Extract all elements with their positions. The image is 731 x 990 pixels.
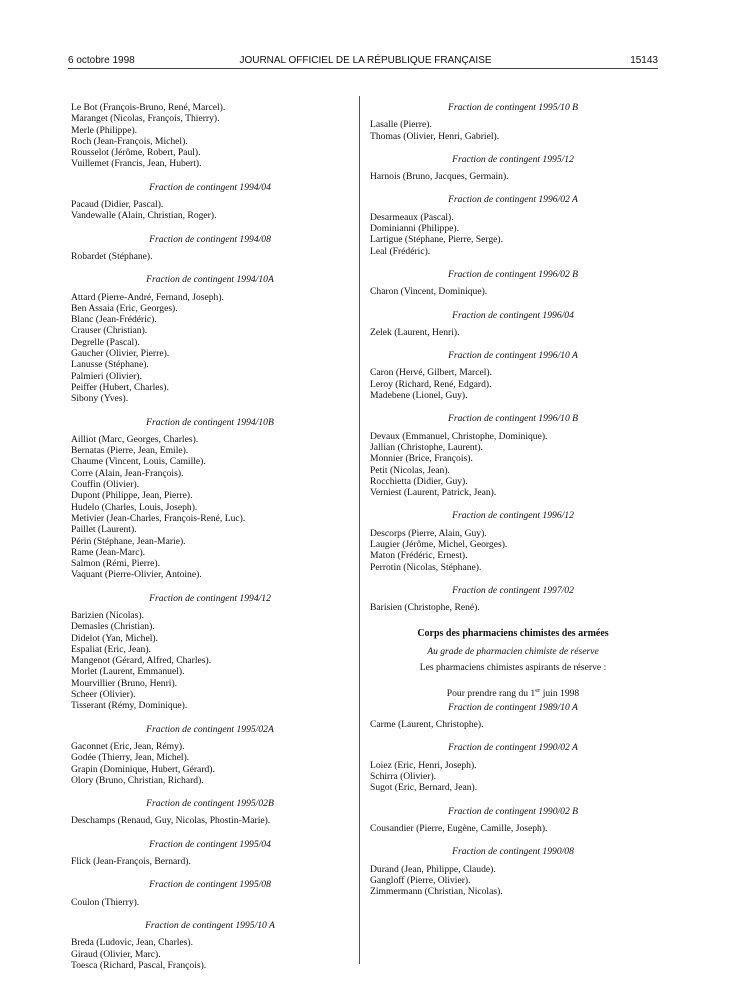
header-rule (68, 68, 658, 69)
name-entry: Lanusse (Stéphane). (71, 359, 149, 371)
corps-section (370, 628, 656, 700)
name-entry: Mourvillier (Bruno, Henri). (71, 677, 178, 689)
name-entry: Sibony (Yves). (71, 393, 129, 405)
rank-text: Pour prendre rang du 1 (446, 688, 536, 700)
name-entry: Chaume (Vincent, Louis, Camille). (71, 456, 206, 468)
contingent-heading: Fraction de contingent 1990/08 (452, 846, 574, 858)
section-title: Corps des pharmaciens chimistes des armées (417, 627, 609, 639)
name-entry: Maranget (Nicolas, François, Thierry). (71, 113, 220, 125)
name-entry: Cousandier (Pierre, Eugène, Camille, Joseph). (370, 822, 548, 834)
name-entry: Morlet (Laurent, Emmanuel). (71, 666, 185, 678)
contingent-heading: Fraction de contingent 1995/02B (146, 798, 274, 810)
contingent-heading: Fraction de contingent 1989/10 A (448, 701, 578, 713)
name-entry: Schirra (Olivier). (370, 771, 437, 783)
name-entry: Rame (Jean-Marc). (71, 546, 146, 558)
name-entry: Vuillemet (Francis, Jean, Hubert). (71, 158, 202, 170)
contingent-heading: Fraction de contingent 1994/10A (146, 274, 274, 286)
name-entry: Perrotin (Nicolas, Stéphane). (370, 561, 482, 573)
contingent-group (370, 585, 656, 614)
contingent-heading: Fraction de contingent 1994/12 (149, 592, 271, 604)
name-entry: Zimmermann (Christian, Nicolas). (370, 886, 503, 898)
contingent-group (370, 310, 656, 339)
right-column (370, 102, 656, 897)
header-date: 6 octobre 1998 (68, 55, 135, 66)
name-entry: Rocchietta (Didier, Guy). (370, 475, 468, 487)
contingent-group (71, 798, 349, 827)
name-entry: Leal (Frédéric). (370, 245, 431, 257)
name-entry: Grapin (Dominique, Hubert, Gérard). (71, 763, 215, 775)
name-entry: Petit (Nicolas, Jean). (370, 464, 450, 476)
name-entry: Toesca (Richard, Pascal, François). (71, 959, 207, 971)
contingent-group (71, 102, 349, 170)
name-entry: Hudelo (Charles, Louis, Joseph). (71, 501, 198, 513)
contingent-group (71, 839, 349, 868)
contingent-group (370, 702, 656, 731)
name-entry: Durand (Jean, Philippe, Claude). (370, 863, 496, 875)
contingent-group (370, 269, 656, 298)
contingent-heading: Fraction de contingent 1995/08 (149, 879, 271, 891)
name-entry: Degrelle (Pascal). (71, 336, 140, 348)
contingent-group (370, 350, 656, 401)
name-entry: Tisserant (Rémy, Dominique). (71, 700, 188, 712)
name-entry: Merle (Philippe). (71, 124, 138, 136)
contingent-heading: Fraction de contingent 1995/04 (149, 838, 271, 850)
name-entry: Laugier (Jérôme, Michel, Georges). (370, 539, 508, 551)
rank-line (370, 685, 656, 699)
header-page-number: 15143 (630, 55, 658, 66)
name-entry: Bernatas (Pierre, Jean, Emile). (71, 445, 189, 457)
name-entry: Gangloff (Pierre, Olivier). (370, 874, 471, 886)
page-header (0, 0, 731, 70)
name-entry: Deschamps (Renaud, Guy, Nicolas, Phostin-Marie). (71, 815, 271, 827)
name-entry: Ailliot (Marc, Georges, Charles). (71, 433, 199, 445)
name-entry: Loiez (Eric, Henri, Joseph). (370, 759, 477, 771)
header-title: JOURNAL OFFICIEL DE LA RÉPUBLIQUE FRANÇAISE (239, 55, 492, 66)
name-entry: Demasles (Christian). (71, 621, 155, 633)
name-entry: Barizien (Nicolas). (71, 609, 144, 621)
contingent-heading: Fraction de contingent 1996/02 A (448, 194, 578, 206)
right-column-top (370, 102, 656, 614)
name-entry: Desarmeaux (Pascal). (370, 211, 454, 223)
name-entry: Corre (Alain, Jean-François). (71, 467, 184, 479)
contingent-heading: Fraction de contingent 1994/04 (149, 181, 271, 193)
name-entry: Paillet (Laurent). (71, 524, 137, 536)
contingent-heading: Fraction de contingent 1994/08 (149, 233, 271, 245)
contingent-heading: Fraction de contingent 1997/02 (452, 584, 574, 596)
name-entry: Gaucher (Olivier, Pierre). (71, 348, 170, 360)
name-entry: Olory (Bruno, Christian, Richard). (71, 774, 204, 786)
name-entry: Lartigue (Stéphane, Pierre, Serge). (370, 234, 504, 246)
name-entry: Leroy (Richard, René, Edgard). (370, 378, 492, 390)
contingent-group (370, 102, 656, 142)
name-entry: Devaux (Emmanuel, Christophe, Dominique). (370, 430, 548, 442)
contingent-heading: Fraction de contingent 1996/12 (452, 510, 574, 522)
name-entry: Dominianni (Philippe). (370, 223, 459, 235)
name-entry: Palmieri (Olivier). (71, 370, 142, 382)
contingent-heading: Fraction de contingent 1996/04 (452, 309, 574, 321)
contingent-group (370, 806, 656, 835)
name-entry: Zelek (Laurent, Henri). (370, 326, 460, 338)
name-entry: Carme (Laurent, Christophe). (370, 719, 484, 731)
contingent-group (370, 154, 656, 183)
rank-superscript: er (535, 687, 541, 695)
name-entry: Pacaud (Didier, Pascal). (71, 199, 164, 211)
name-entry: Vandewalle (Alain, Christian, Roger). (71, 210, 217, 222)
name-entry: Maton (Frédéric, Ernest). (370, 550, 468, 562)
contingent-group (71, 234, 349, 263)
name-entry: Périn (Stéphane, Jean-Marie). (71, 535, 186, 547)
contingent-group (71, 879, 349, 908)
contingent-group (370, 742, 656, 793)
section-subtitle: Au grade de pharmacien chimiste de réserve (427, 645, 599, 657)
contingent-group (71, 417, 349, 581)
contingent-heading: Fraction de contingent 1996/02 B (447, 268, 579, 280)
name-entry: Salmon (Rémi, Pierre). (71, 558, 160, 570)
name-entry: Giraud (Olivier, Marc). (71, 948, 161, 960)
name-entry: Le Bot (François-Bruno, René, Marcel). (71, 102, 226, 113)
right-column-bottom (370, 702, 656, 898)
name-entry: Sugot (Eric, Bernard, Jean). (370, 782, 478, 794)
name-entry: Caron (Hervé, Gilbert, Marcel). (370, 367, 493, 379)
name-entry: Lasalle (Pierre). (370, 119, 432, 131)
section-intro: Les pharmaciens chimistes aspirants de réserve : (419, 662, 607, 674)
name-entry: Madebene (Lionel, Guy). (370, 390, 468, 402)
rank-date: juin 1998 (540, 688, 580, 700)
contingent-heading: Fraction de contingent 1996/10 A (448, 350, 578, 362)
name-entry: Couffin (Olivier). (71, 479, 140, 491)
contingent-group (370, 510, 656, 572)
name-entry: Thomas (Olivier, Henri, Gabriel). (370, 130, 500, 142)
name-entry: Blanc (Jean-Frédéric). (71, 314, 157, 326)
contingent-heading: Fraction de contingent 1990/02 B (447, 805, 579, 817)
name-entry: Jallian (Christophe, Laurent). (370, 441, 483, 453)
name-entry: Dupont (Philippe, Jean, Pierre). (71, 490, 193, 502)
name-entry: Coulon (Thierry). (71, 896, 140, 908)
name-entry: Ben Assaia (Eric, Georges). (71, 302, 178, 314)
name-entry: Barisien (Christophe, René). (370, 602, 480, 614)
name-entry: Attard (Pierre-André, Fernand, Joseph). (71, 291, 224, 303)
contingent-group (71, 182, 349, 222)
contingent-heading: Fraction de contingent 1990/02 A (448, 742, 578, 754)
name-entry: Espaliat (Eric, Jean). (71, 643, 151, 655)
name-entry: Roch (Jean-François, Michel). (71, 135, 188, 147)
column-divider (359, 96, 360, 964)
name-entry: Charon (Vincent, Dominique). (370, 286, 488, 298)
name-entry: Metivier (Jean-Charles, François-René, Luc). (71, 512, 246, 524)
name-entry: Verniest (Laurent, Patrick, Jean). (370, 487, 497, 499)
name-entry: Crauser (Christian). (71, 325, 148, 337)
contingent-group (71, 274, 349, 404)
contingent-group (71, 724, 349, 786)
contingent-heading: Fraction de contingent 1995/10 B (447, 102, 579, 113)
contingent-heading: Fraction de contingent 1995/02A (146, 723, 274, 735)
name-entry: Robardet (Stéphane). (71, 250, 153, 262)
contingent-heading: Fraction de contingent 1995/12 (452, 153, 574, 165)
contingent-group (71, 920, 349, 971)
name-entry: Didelot (Yan, Michel). (71, 632, 158, 644)
name-entry: Rousselot (Jérôme, Robert, Paul). (71, 147, 201, 159)
name-entry: Monnier (Brice, François). (370, 453, 473, 465)
name-entry: Scheer (Olivier). (71, 689, 136, 701)
name-entry: Mangenot (Gérard, Alfred, Charles). (71, 655, 212, 667)
name-entry: Flick (Jean-François, Bernard). (71, 856, 191, 868)
contingent-heading: Fraction de contingent 1995/10 A (145, 919, 275, 931)
name-entry: Vaquant (Pierre-Olivier, Antoine). (71, 569, 202, 581)
contingent-group (370, 194, 656, 256)
name-entry: Descorps (Pierre, Alain, Guy). (370, 527, 487, 539)
name-entry: Breda (Ludovic, Jean, Charles). (71, 937, 194, 949)
name-entry: Peiffer (Hubert, Charles). (71, 381, 169, 393)
name-entry: Harnois (Bruno, Jacques, Germain). (370, 171, 509, 183)
contingent-group (370, 413, 656, 498)
contingent-group (370, 846, 656, 897)
contingent-group (71, 593, 349, 712)
name-entry: Gaconnet (Eric, Jean, Rémy). (71, 740, 185, 752)
contingent-heading: Fraction de contingent 1994/10B (146, 416, 274, 428)
name-entry: Godée (Thierry, Jean, Michel). (71, 752, 190, 764)
left-column (71, 102, 349, 971)
contingent-heading: Fraction de contingent 1996/10 B (447, 413, 579, 425)
